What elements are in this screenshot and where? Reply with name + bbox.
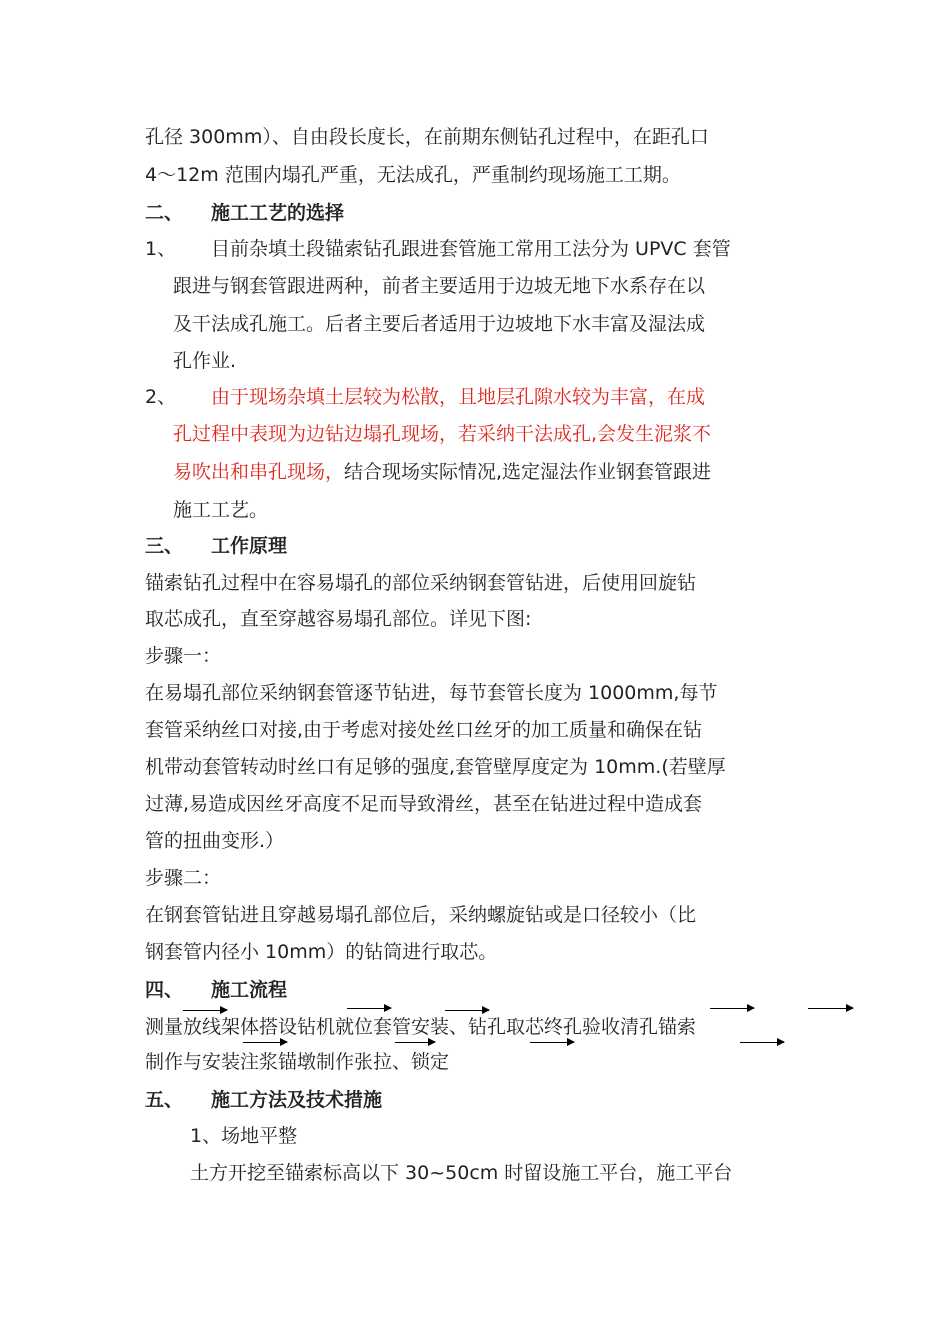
section-title: 工作原理 bbox=[211, 535, 288, 557]
normal-text: 结合现场实际情况,选定湿法作业钢套管跟进 bbox=[344, 461, 712, 483]
item-2-line-4: 施工工艺。 bbox=[173, 499, 269, 521]
flow-arrow bbox=[710, 1008, 754, 1009]
principle-line-1: 锚索钻孔过程中在容易塌孔的部位采纳钢套管钻进，后使用回旋钻 bbox=[145, 572, 697, 594]
section-number: 四、 bbox=[145, 979, 184, 1001]
item-number: 1、 bbox=[145, 238, 177, 260]
section-number: 三、 bbox=[145, 535, 184, 557]
section-3-heading bbox=[145, 533, 287, 559]
item-number: 2、 bbox=[145, 386, 177, 408]
flow-arrow bbox=[347, 1008, 391, 1009]
step-1-line-2: 套管采纳丝口对接,由于考虑对接处丝口丝牙的加工质量和确保在钻 bbox=[145, 719, 703, 741]
item-2-line-2: 孔过程中表现为边钻边塌孔现场，若采纳干法成孔,会发生泥浆不 bbox=[173, 423, 712, 445]
section-title: 施工方法及技术措施 bbox=[211, 1089, 383, 1111]
step-1-line-1: 在易塌孔部位采纳钢套管逐节钻进，每节套管长度为 1000mm,每节 bbox=[145, 682, 718, 704]
step-1-line-3: 机带动套管转动时丝口有足够的强度,套管壁厚度定为 10mm.(若壁厚 bbox=[145, 756, 726, 778]
step-1-line-5: 管的扭曲变形.） bbox=[145, 830, 285, 852]
step-2-line-2: 钢套管内径小 10mm）的钻筒进行取芯。 bbox=[145, 941, 498, 963]
flow-arrow bbox=[808, 1008, 853, 1009]
step-2-label: 步骤二： bbox=[145, 867, 222, 889]
item-1-line-1 bbox=[145, 236, 731, 262]
flow-arrow bbox=[740, 1042, 784, 1043]
principle-line-2: 取芯成孔，直至穿越容易塌孔部位。详见下图: bbox=[145, 608, 532, 630]
flow-arrow bbox=[530, 1042, 574, 1043]
section-5-heading bbox=[145, 1087, 382, 1113]
item-2-line-3 bbox=[173, 459, 711, 485]
highlighted-text: 由于现场杂填土层较为松散，且地层孔隙水较为丰富，在成 bbox=[211, 386, 706, 408]
item-1-line-2: 跟进与钢套管跟进两种，前者主要适用于边坡无地下水系存在以 bbox=[173, 275, 706, 297]
flow-arrow bbox=[183, 1010, 227, 1011]
highlighted-text: 易吹出和串孔现场， bbox=[173, 461, 345, 483]
section-number: 五、 bbox=[145, 1089, 184, 1111]
step-2-line-1: 在钢套管钻进且穿越易塌孔部位后，采纳螺旋钻或是口径较小（比 bbox=[145, 904, 697, 926]
item-1-line-3: 及干法成孔施工。后者主要后者适用于边坡地下水丰富及湿法成 bbox=[173, 313, 706, 335]
site-leveling-paragraph: 土方开挖至锚索标高以下 30~50cm 时留设施工平台，施工平台 bbox=[190, 1162, 733, 1184]
section-number: 二、 bbox=[145, 202, 184, 224]
section-title: 施工工艺的选择 bbox=[211, 202, 345, 224]
intro-line-2: 4～12m 范围内塌孔严重，无法成孔，严重制约现场施工工期。 bbox=[145, 164, 681, 186]
flow-arrow bbox=[445, 1010, 489, 1011]
flow-line-2: 制作与安装注浆锚墩制作张拉、锁定 bbox=[145, 1051, 450, 1073]
item-1-line-4: 孔作业. bbox=[173, 350, 237, 372]
section-title: 施工流程 bbox=[211, 979, 288, 1001]
item-text: 目前杂填土段锚索钻孔跟进套管施工常用工法分为 UPVC 套管 bbox=[211, 238, 731, 260]
item-2-line-1 bbox=[145, 384, 705, 410]
section-2-heading bbox=[145, 200, 344, 226]
flow-arrow bbox=[243, 1042, 287, 1043]
flow-arrow bbox=[395, 1042, 435, 1043]
intro-line-1: 孔径 300mm）、自由段长度长，在前期东侧钻孔过程中，在距孔口 bbox=[145, 126, 709, 148]
step-1-line-4: 过薄,易造成因丝牙高度不足而导致滑丝，甚至在钻进过程中造成套 bbox=[145, 793, 703, 815]
subsection-1-title: 1、场地平整 bbox=[190, 1125, 298, 1147]
step-1-label: 步骤一： bbox=[145, 645, 222, 667]
flow-line-1: 测量放线架体搭设钻机就位套管安装、钻孔取芯终孔验收清孔锚索 bbox=[145, 1016, 697, 1038]
section-4-heading bbox=[145, 977, 287, 1003]
